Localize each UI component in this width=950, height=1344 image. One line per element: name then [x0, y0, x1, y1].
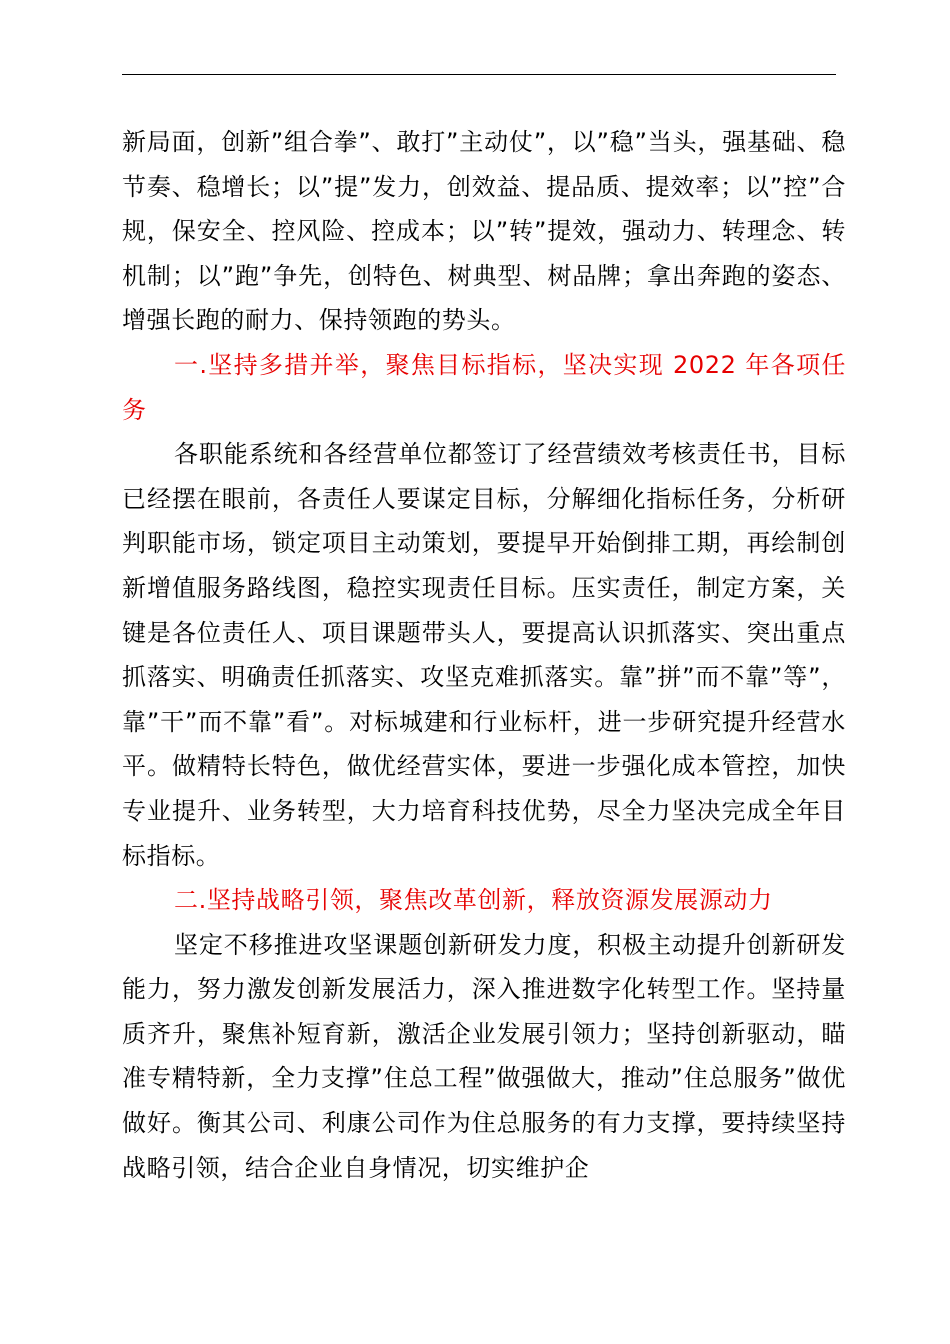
document-body [122, 120, 846, 1190]
header-rule [122, 74, 836, 75]
section-heading-1: 一.坚持多措并举，聚焦目标指标，坚决实现 2022 年各项任务 [122, 350, 846, 424]
intro-paragraph: 新局面，创新”组合拳”、敢打”主动仗”，以”稳”当头，强基础、稳节奏、稳增长；以”提”发力，创效益、提品质、提效率；以”控”合规，保安全、控风险、控成本；以”转”提效，强动力、转理念、转机制；以”跑”争先，创特色、树典型、树品牌；拿出奔跑的姿态、增强长跑的耐力、保持领跑的势头。 [122, 128, 846, 335]
section-1-paragraph: 各职能系统和各经营单位都签订了经营绩效考核责任书，目标已经摆在眼前，各责任人要谋定目标，分解细化指标任务，分析研判职能市场，锁定项目主动策划，要提早开始倒排工期，再绘制创新增值服务路线图，稳控实现责任目标。压实责任，制定方案，关键是各位责任人、项目课题带头人，要提高认识抓落实、突出重点抓落实、明确责任抓落实、攻坚克难抓落实。靠”拼”而不靠”等”，靠”干”而不靠”看”。对标城建和行业标杆，进一步研究提升经营水平。做精特长特色，做优经营实体，要进一步强化成本管控，加快专业提升、业务转型，大力培育科技优势，尽全力坚决完成全年目标指标。 [122, 440, 846, 870]
section-2-paragraph: 坚定不移推进攻坚课题创新研发力度，积极主动提升创新研发能力，努力激发创新发展活力，深入推进数字化转型工作。坚持量质齐升，聚焦补短育新，激活企业发展引领力；坚持创新驱动，瞄准专精特新，全力支撑”住总工程”做强做大，推动”住总服务”做优做好。衡其公司、利康公司作为住总服务的有力支撑，要持续坚持战略引领，结合企业自身情况，切实维护企 [122, 930, 846, 1182]
section-heading-2: 二.坚持战略引领，聚焦改革创新，释放资源发展源动力 [174, 886, 773, 915]
